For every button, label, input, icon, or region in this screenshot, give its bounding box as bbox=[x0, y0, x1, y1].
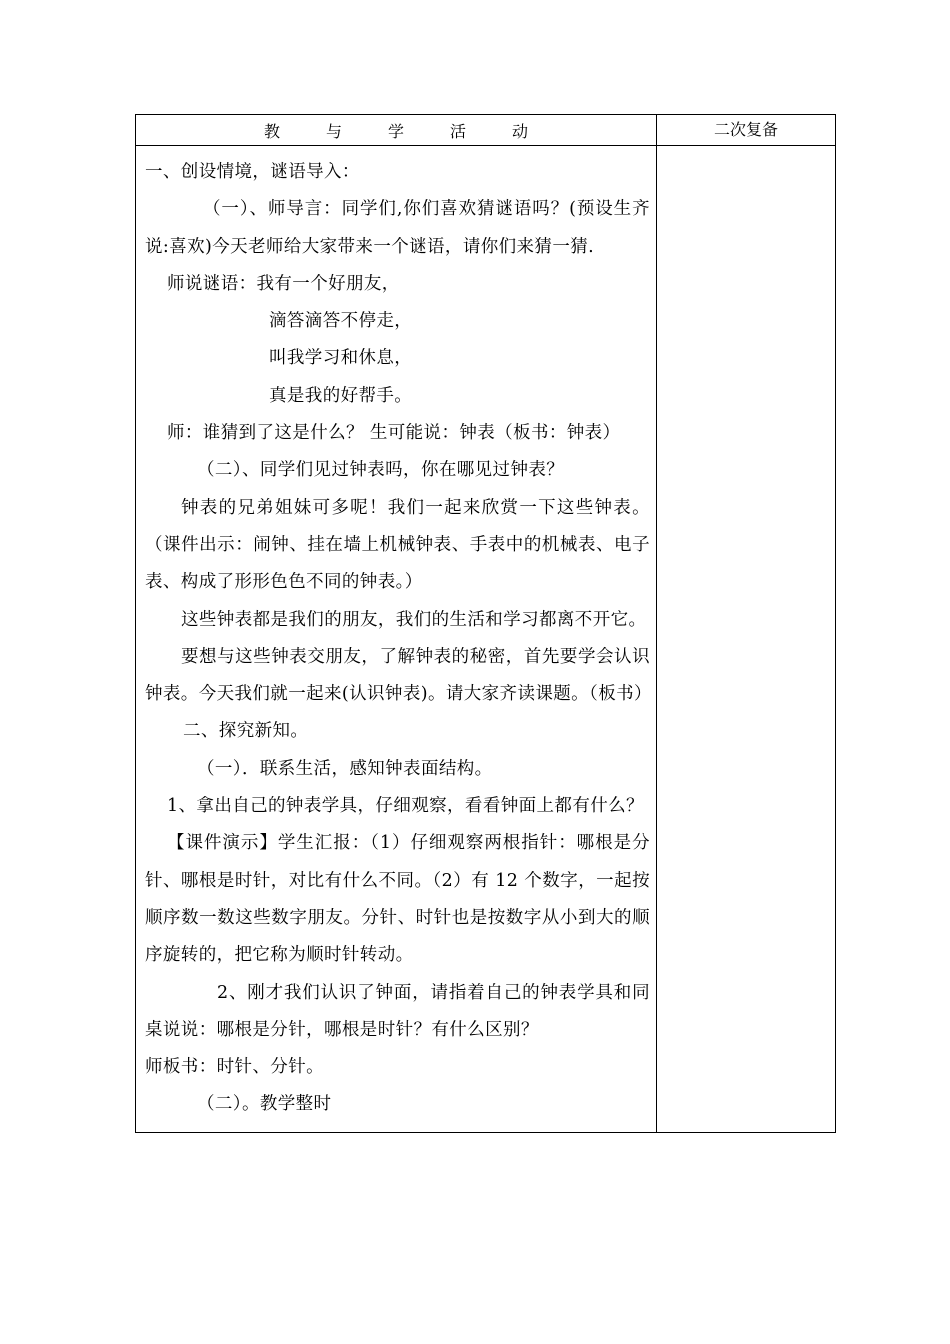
lesson-plan-table bbox=[135, 114, 836, 1133]
column-title-teaching-activities bbox=[136, 115, 656, 145]
content-main-cell bbox=[136, 146, 657, 1133]
lesson-content bbox=[136, 146, 656, 1132]
paragraph: 钟表的兄弟姐妹可多呢！我们一起来欣赏一下这些钟表。（课件出示：闹钟、挂在墙上机械钟表、手表中的机械表、电子表、构成了形形色色不同的钟表。） bbox=[145, 497, 650, 593]
paragraph: 这些钟表都是我们的朋友，我们的生活和学习都离不开它。 bbox=[181, 609, 647, 630]
paragraph: 要想与这些钟表交朋友，了解钟表的秘密，首先要学会认识钟表。今天我们就一起来(认识钟表)。请大家齐读课题。（板书） bbox=[145, 646, 652, 705]
riddle-intro: 师说谜语：我有一个好朋友， bbox=[167, 273, 400, 294]
header-char: 活 bbox=[450, 121, 467, 141]
section-heading: 一、创设情境，谜语导入： bbox=[145, 162, 360, 182]
header-char: 与 bbox=[325, 121, 342, 141]
paragraph: 1、拿出自己的钟表学具，仔细观察，看看钟面上都有什么？ bbox=[167, 796, 644, 817]
paragraph: 师板书：时针、分针。 bbox=[145, 1057, 324, 1078]
riddle-line: 滴答滴答不停走， bbox=[269, 311, 413, 332]
section-heading: 二、探究新知。 bbox=[183, 721, 309, 742]
header-char: 动 bbox=[512, 121, 529, 141]
paragraph: 2、刚才我们认识了钟面，请指着自己的钟表学具和同桌说说：哪根是分针，哪根是时针？有什么区别？ bbox=[145, 982, 650, 1040]
revision-notes-cell bbox=[657, 146, 836, 1133]
paragraph: （二）、同学们见过钟表吗，你在哪见过钟表？ bbox=[197, 460, 565, 481]
column-title-second-revision: 二次复备 bbox=[713, 120, 778, 139]
header-char: 学 bbox=[387, 121, 404, 141]
subsection-heading: （一）．联系生活，感知钟表面结构。 bbox=[197, 758, 493, 779]
paragraph: （一）、师导言：同学们,你们喜欢猜谜语吗？(预设生齐说:喜欢)今天老师给大家带来一个谜语，请你们来猜一猜. bbox=[145, 199, 650, 257]
riddle-line: 叫我学习和休息， bbox=[269, 348, 413, 369]
paragraph: 【课件演示】学生汇报：（1）仔细观察两根指针：哪根是分针、哪根是时针，对比有什么不同。（2）有 12 个数字，一起按顺序数一数这些数字朋友。分针、时针也是按数字从小到大的顺序旋转的，把它称为顺时针转动。 bbox=[145, 833, 650, 966]
paragraph: 师：谁猜到了这是什么？ 生可能说：钟表（板书：钟表） bbox=[167, 423, 621, 444]
subsection-heading: （二）。教学整时 bbox=[197, 1094, 332, 1115]
header-side-cell bbox=[657, 115, 836, 146]
header-main-cell bbox=[136, 115, 657, 146]
header-row bbox=[136, 115, 836, 146]
riddle-line: 真是我的好帮手。 bbox=[269, 385, 413, 406]
header-char: 教 bbox=[263, 121, 280, 141]
content-row bbox=[136, 146, 836, 1133]
